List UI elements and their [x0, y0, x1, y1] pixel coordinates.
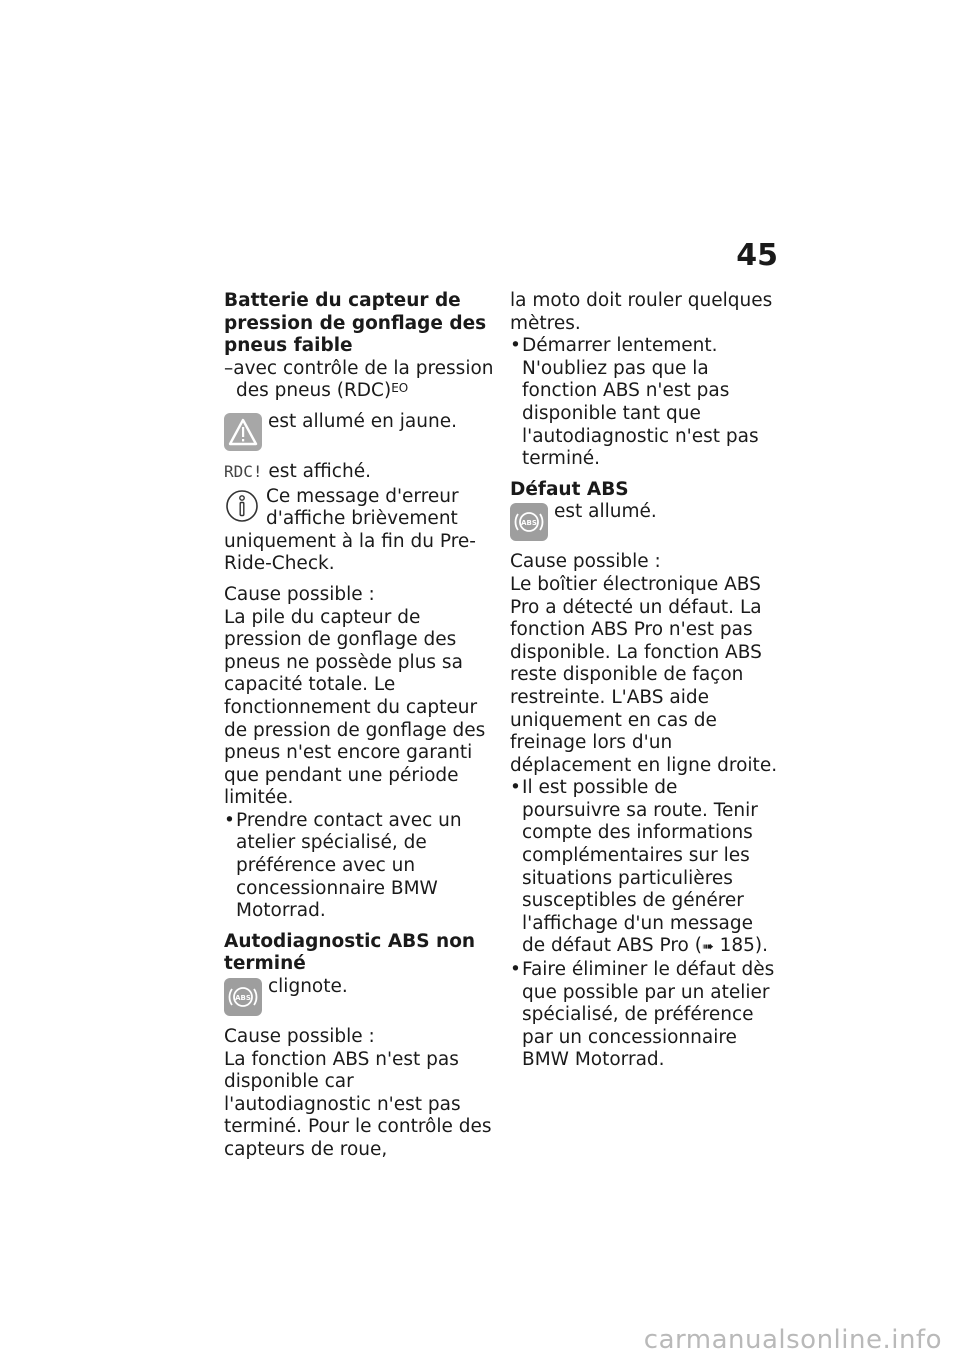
abs-blink-text: clignote. — [268, 976, 348, 998]
page-reference[interactable]: 185 — [719, 935, 755, 957]
abs-blink-line — [224, 976, 494, 1018]
list-item: • Démarrer lentement. N'oubliez pas que la fonction ABS n'est pas disponible tant que l'autodiagnostic n'est pas terminé. — [510, 335, 780, 471]
abs-on-text: est allumé. — [554, 501, 657, 523]
list-item: • Faire éliminer le défaut dès que possible par un atelier spécialisé, de préférence par un concessionnaire BMW Motorrad. — [510, 959, 780, 1072]
display-message-line — [224, 461, 494, 484]
abs-on-line — [510, 501, 780, 543]
condition-superscript: EO — [391, 381, 409, 396]
watermark: carmanualsonline.info — [643, 1325, 942, 1356]
info-note — [224, 486, 494, 576]
abs-indicator-icon — [510, 503, 548, 541]
abs-indicator-icon — [224, 978, 262, 1016]
svg-text:ABS: ABS — [521, 519, 537, 528]
condition-line: –avec contrôle de la pression des pneus (RDC)$^{EO}$ — [224, 357, 494, 402]
warning-triangle-icon — [224, 413, 262, 451]
cause-text: La fonction ABS n'est pas disponible car l'autodiagnostic n'est pas terminé. Pour le contrôle des capteurs de roue, — [224, 1048, 492, 1160]
continued-text: la moto doit rouler quelques mètres. — [510, 290, 773, 334]
cause-text: La pile du capteur de pression de gonflage des pneus ne possède plus sa capacité totale. Le fonctionnement du capteur de pression de gonflage des pneus n'est encore garanti que pendant une période limitée. — [224, 606, 486, 809]
cause-text: Le boîtier électronique ABS Pro a détecté un défaut. La fonction ABS Pro n'est pas disponible. La fonction ABS reste disponible de façon restreinte. L'ABS aide uniquement en cas de freinage lors d'un déplacement en ligne droite. — [510, 573, 778, 776]
cause-label: Cause possible : — [510, 551, 661, 573]
display-text: est affiché. — [268, 460, 371, 482]
list-item-text: Il est possible de poursuivre sa route. Tenir compte des informations complémentaires sur les situations particulières susceptibles de générer l'affichage d'un message de défaut ABS Pro — [522, 777, 758, 957]
condition-text: avec contrôle de la pression des pneus (RDC) — [233, 357, 494, 402]
right-column — [510, 290, 780, 1072]
section-heading-abs-selftest: Autodiagnostic ABS non terminé — [224, 930, 476, 975]
cause-label: Cause possible : — [224, 583, 375, 605]
warning-indicator-line — [224, 411, 494, 453]
section-heading-abs-fault: Défaut ABS — [510, 478, 629, 500]
info-text: Ce message d'erreur d'affiche brièvement uniquement à la fin du Pre-Ride-Check. — [224, 485, 476, 575]
cause-label: Cause possible : — [224, 1026, 375, 1048]
display-code: RDC! — [224, 461, 263, 481]
list-item: • Prendre contact avec un atelier spécialisé, de préférence avec un concessionnaire BMW Motorrad. — [224, 810, 494, 923]
page-reference-arrow-icon: ➠ — [701, 939, 714, 956]
warning-text: est allumé en jaune. — [268, 410, 457, 432]
section-heading-battery: Batterie du capteur de pression de gonflage des pneus faible — [224, 290, 487, 357]
info-icon — [224, 488, 260, 524]
svg-text:ABS: ABS — [235, 994, 251, 1003]
left-column — [224, 290, 494, 1162]
list-item: • Il est possible de poursuivre sa route. Tenir compte des informations complémentaires sur les situations particulières susceptibles de générer l'affichage d'un message de défaut ABS Pro (➠ 185). — [510, 777, 780, 959]
page-number: 45 — [736, 238, 778, 273]
